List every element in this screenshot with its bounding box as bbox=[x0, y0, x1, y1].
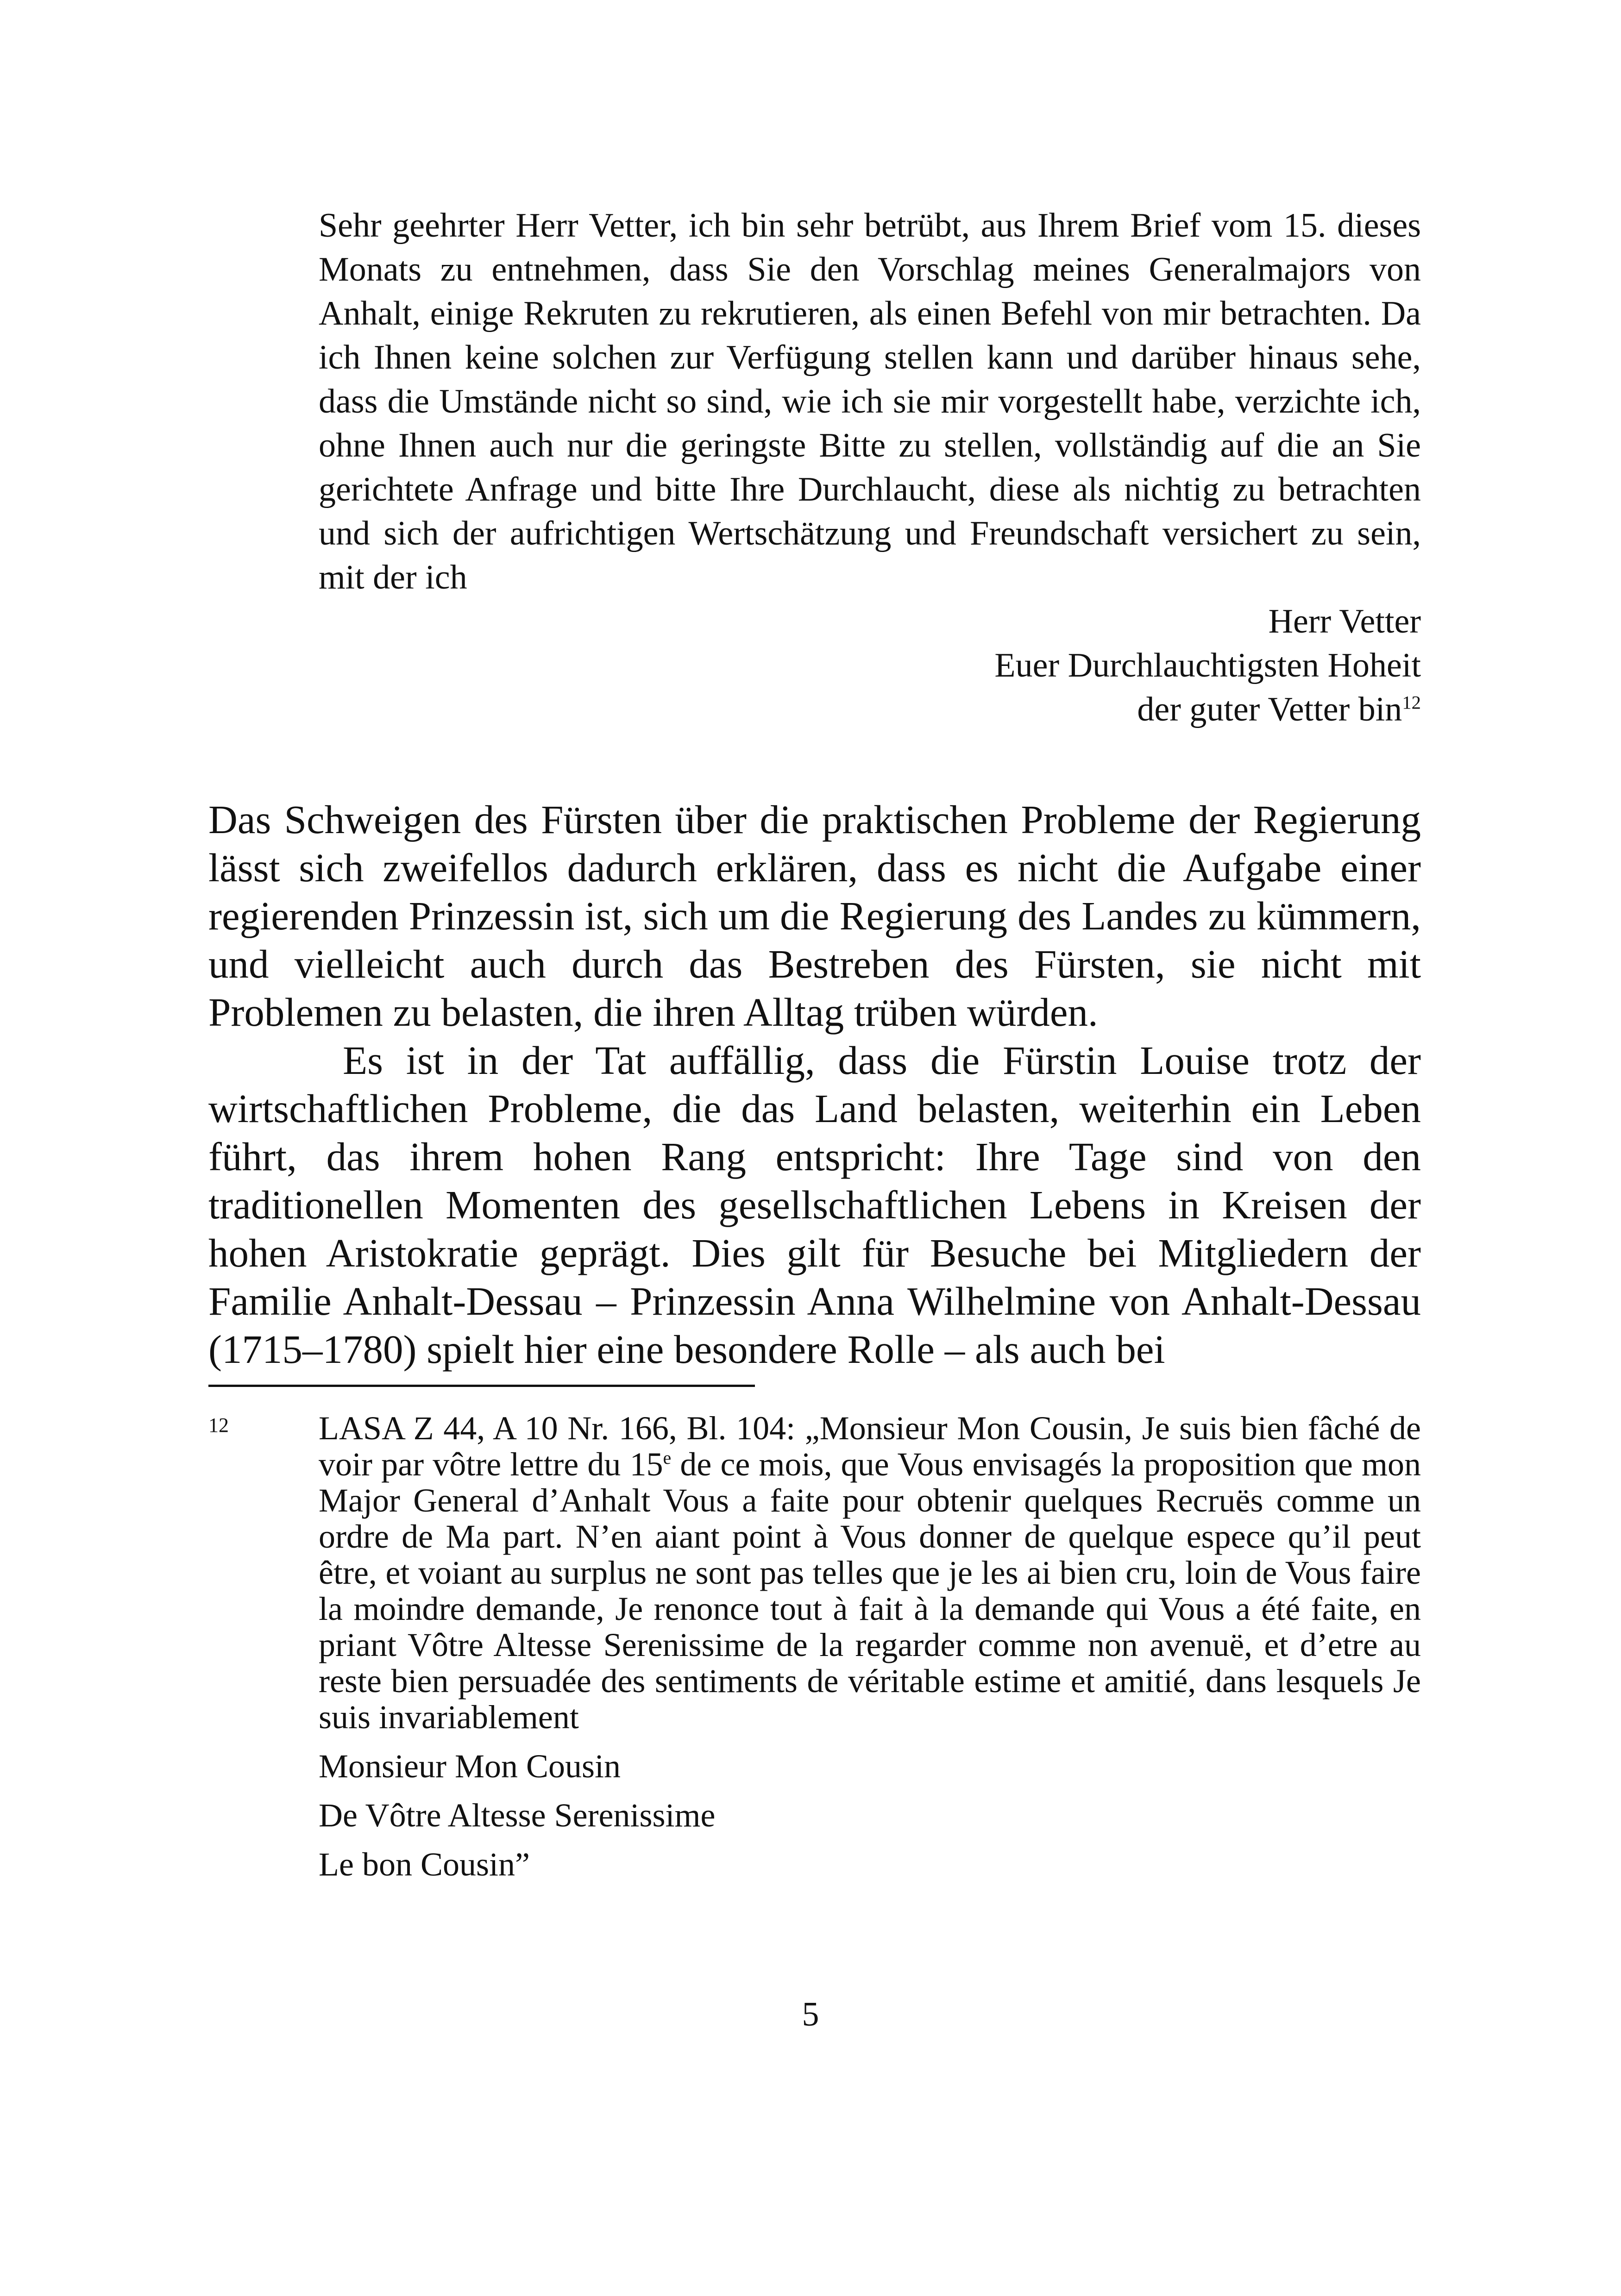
closing-line-3-text: der guter Vetter bin bbox=[1137, 690, 1402, 728]
footnote-sign-line-1: Monsieur Mon Cousin bbox=[319, 1748, 621, 1785]
footnote-sign-line-2: De Vôtre Altesse Serenissime bbox=[319, 1797, 716, 1834]
footnote-text bbox=[319, 1410, 1421, 1735]
body-text bbox=[208, 796, 1421, 1374]
block-quote bbox=[319, 204, 1421, 732]
closing-line-1: Herr Vetter bbox=[1268, 602, 1421, 640]
footnote bbox=[208, 1410, 1421, 1882]
footnote-number: 12 bbox=[208, 1414, 229, 1437]
closing-line-3 bbox=[319, 688, 1421, 732]
footnote-sign-line-3: Le bon Cousin” bbox=[319, 1846, 530, 1883]
quote-paragraph: Sehr geehrter Herr Vetter, ich bin sehr betrübt, aus Ihrem Brief vom 15. dieses Monats zu entnehmen, dass Sie den Vorschlag meines Generalmajors von Anhalt, einige Rekruten zu rekrutieren, als einen Befehl von mir betrachten. Da ich Ihnen keine solchen zur Verfügung stellen kann und darüber hinaus sehe, dass die Umstände nicht so sind, wie ich sie mir vorgestellt habe, verzichte ich, ohne Ihnen auch nur die geringste Bitte zu stellen, vollständig auf die an Sie gerichtete Anfrage und bitte Ihre Durchlaucht, diese als nichtig zu betrachten und sich der aufrichtigen Wertschätzung und Freundschaft versichert zu sein, mit der ich bbox=[319, 207, 1421, 596]
closing-line-2: Euer Durchlauchtigsten Hoheit bbox=[994, 646, 1421, 684]
footnote-reference[interactable]: 12 bbox=[1402, 692, 1421, 713]
footnote-superscript: e bbox=[663, 1448, 672, 1468]
body-paragraph-1: Das Schweigen des Fürsten über die praktischen Probleme der Regierung lässt sich zweifellos dadurch erklären, dass es nicht die Aufgabe einer regierenden Prinzessin ist, sich um die Regierung des Landes zu kümmern, und vielleicht auch durch das Bestreben des Fürsten, sie nicht mit Problemen zu belasten, die ihren Alltag trüben würden. bbox=[208, 797, 1421, 1035]
footnote-signature bbox=[319, 1748, 1421, 1882]
footnote-text-part-1: LASA Z 44, A 10 Nr. 166, Bl. 104: „Monsieur Mon Cousin, Je suis bien fâché de voir par vôtre lettre du 15 bbox=[319, 1410, 1421, 1483]
footnote-separator bbox=[208, 1385, 755, 1387]
body-paragraph-2: Es ist in der Tat auffällig, dass die Fürstin Louise trotz der wirtschaftlichen Probleme, die das Land belasten, weiterhin ein Leben führt, das ihrem hohen Rang entspricht: Ihre Tage sind von den traditionellen Momenten des gesellschaftlichen Lebens in Kreisen der hohen Aristokratie geprägt. Dies gilt für Besuche bei Mitgliedern der Familie Anhalt-Dessau – Prinzessin Anna Wilhelmine von Anhalt-Dessau (1715–1780) spielt hier eine besondere Rolle – als auch bei bbox=[208, 1038, 1421, 1372]
footnote-text-part-2: de ce mois, que Vous envisagés la proposition que mon Major General d’Anhalt Vous a faite pour obtenir quelques Recruës comme un ordre de Ma part. N’en aiant point à Vous donner de quelque espece qu’il peut être, et voiant au surplus ne sont pas telles que je les ai bien cru, loin de Vous faire la moindre demande, Je renonce tout à fait à la demande qui Vous a été faite, en priant Vôtre Altesse Serenissime de la regarder comme non avenuë, et d’etre au reste bien persuadée des sentiments de véritable estime et amitié, dans lesquels Je suis invariablement bbox=[319, 1446, 1421, 1736]
quote-closing bbox=[319, 600, 1421, 732]
page-number: 5 bbox=[802, 1995, 819, 2033]
